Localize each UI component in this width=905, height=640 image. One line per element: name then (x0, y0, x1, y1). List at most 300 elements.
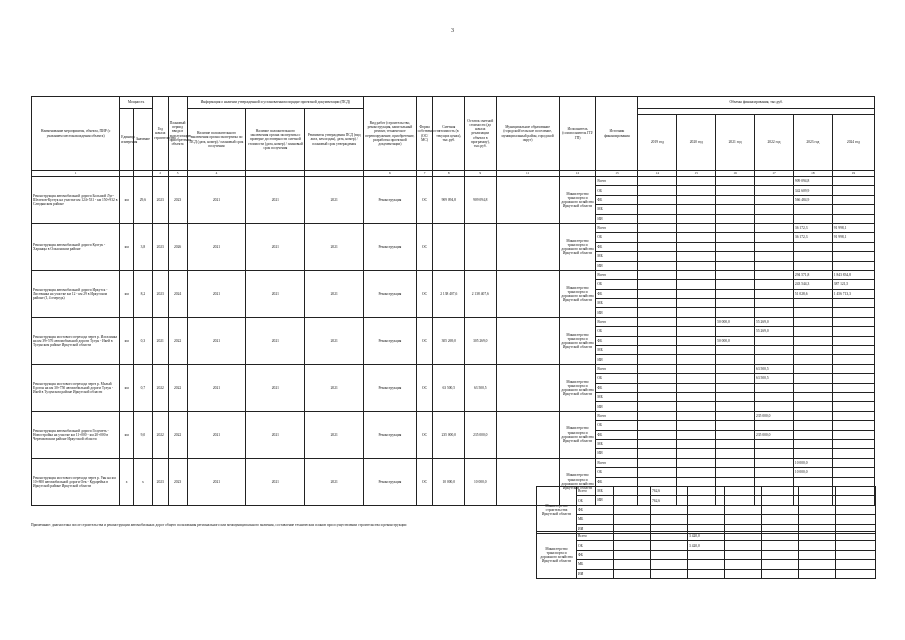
source-label: Всего (596, 364, 638, 373)
funding-value (651, 515, 688, 524)
funding-value (793, 317, 832, 326)
funding-value (651, 560, 688, 569)
project-work-type: Реконструкция (364, 270, 417, 317)
funding-value (651, 532, 688, 541)
project-property-form: ОС (416, 223, 433, 270)
funding-value (716, 261, 755, 270)
funding-value: 3 420,0 (688, 532, 725, 541)
project-remaining: 10 000,0 (465, 458, 497, 505)
header-property-form: Форма собственности (ОС/МС) (416, 97, 433, 171)
project-plan-year: 2022 (168, 317, 187, 364)
column-number: 13 (596, 171, 638, 177)
funding-value: 1 456 713,3 (832, 289, 874, 298)
funding-value (638, 317, 677, 326)
funding-value (688, 550, 725, 559)
funding-value (716, 402, 755, 411)
project-estimate: 10 000,0 (433, 458, 465, 505)
funding-value (638, 289, 677, 298)
funding-value (716, 468, 755, 477)
funding-value (793, 477, 832, 486)
source-label: Всего (577, 487, 614, 496)
funding-value (677, 374, 716, 383)
project-capacity: 0,3 (133, 317, 152, 364)
project-psd-approval: 2021 (305, 317, 364, 364)
funding-value (688, 487, 725, 496)
funding-value (793, 355, 832, 364)
funding-value (832, 336, 874, 345)
project-unit: км (120, 317, 134, 364)
funding-value (677, 430, 716, 439)
source-label: Всего (596, 458, 638, 467)
project-work-type: Реконструкция (364, 364, 417, 411)
project-psd-price: 2021 (246, 177, 305, 224)
source-label: МБ (596, 252, 638, 261)
funding-value (755, 242, 794, 251)
funding-value (677, 383, 716, 392)
header-work-type: Вид работ (строительство, реконструкция, капитальный ремонт, техническое перевооружение, приобретение, разработка проектной документации) (364, 97, 417, 171)
project-psd-conclusion: 2021 (187, 364, 246, 411)
funding-value (755, 289, 794, 298)
funding-value (716, 308, 755, 317)
funding-value (755, 355, 794, 364)
funding-value (614, 550, 651, 559)
funding-value (793, 421, 832, 430)
table-row (537, 541, 876, 550)
funding-value (755, 402, 794, 411)
spacer-cell (836, 505, 876, 514)
source-label: Всего (596, 223, 638, 232)
funding-value (651, 505, 688, 514)
funding-value (677, 289, 716, 298)
funding-value (762, 487, 799, 496)
funding-value (762, 560, 799, 569)
funding-value (725, 496, 762, 505)
project-psd-conclusion: 2021 (187, 317, 246, 364)
funding-value (832, 317, 874, 326)
funding-value (716, 477, 755, 486)
column-number: 16 (716, 171, 755, 177)
project-executor: Министерство транспорта и дорожного хозяйства Иркутской области (559, 177, 596, 224)
project-psd-approval: 2021 (305, 411, 364, 458)
funding-value (677, 195, 716, 204)
project-municipality (496, 270, 559, 317)
header-psd-approval: Реквизиты утверждения ПСД (вид акта, кем издан), дата, номер) / плановый срок утверждения (305, 109, 364, 171)
source-label: ОБ (596, 233, 638, 242)
funding-value (762, 505, 799, 514)
source-label: МБ (596, 392, 638, 401)
project-psd-approval: 2021 (305, 458, 364, 505)
header-psd-price: Наличие положительного заключения органа экспертизы о проверке достоверности сметной стоимости (дата, номер) / плановый срок получения (246, 109, 305, 171)
funding-value (677, 205, 716, 214)
funding-value (755, 477, 794, 486)
funding-value (716, 383, 755, 392)
funding-value (716, 252, 755, 261)
column-number: 6 (364, 171, 417, 177)
source-label: ИИ (596, 449, 638, 458)
funding-value: 36 172,3 (793, 223, 832, 232)
header-remaining: Остаток сметной стоимости (до начала реализации объекта в программу), тыс.руб. (465, 97, 497, 171)
header-value: Значение (133, 109, 152, 171)
funding-value (638, 308, 677, 317)
funding-value (677, 242, 716, 251)
spacer-cell (836, 569, 876, 578)
source-label: ИИ (596, 496, 638, 505)
funding-value (638, 383, 677, 392)
table-row (32, 411, 875, 420)
funding-value: 762,6 (651, 496, 688, 505)
table-row (537, 532, 876, 541)
column-number: 19 (832, 171, 874, 177)
project-unit: км (120, 364, 134, 411)
header-year-2019: 2019 год (638, 115, 677, 171)
project-psd-approval: 2021 (305, 364, 364, 411)
funding-value (677, 364, 716, 373)
column-number: 2 (152, 171, 168, 177)
funding-value (614, 569, 651, 578)
source-label: ОБ (596, 280, 638, 289)
funding-value (832, 421, 874, 430)
funding-value: 566 484,9 (793, 195, 832, 204)
funding-value (614, 532, 651, 541)
funding-value (638, 355, 677, 364)
project-executor: Министерство транспорта и дорожного хозяйства Иркутской области (559, 270, 596, 317)
source-label: ФБ (596, 195, 638, 204)
funding-value (614, 541, 651, 550)
funding-value (755, 223, 794, 232)
project-remaining (465, 223, 497, 270)
table-row (32, 177, 875, 186)
funding-value (832, 411, 874, 420)
project-name: Реконструкция автомобильной дороги Голуметь - Новостройка на участке км 11+000 - км 20+000 в Черемховском районе Иркутской области (32, 411, 120, 458)
funding-value (755, 308, 794, 317)
funding-value (832, 468, 874, 477)
funding-value (832, 449, 874, 458)
funding-value (716, 214, 755, 223)
funding-value (677, 252, 716, 261)
project-property-form: ОС (416, 458, 433, 505)
header-year-2024: 2024 год (832, 115, 874, 171)
funding-value (716, 233, 755, 242)
funding-value (755, 280, 794, 289)
funding-value (762, 550, 799, 559)
funding-value (716, 270, 755, 279)
funding-value (716, 280, 755, 289)
column-number: 14 (638, 171, 677, 177)
funding-value (638, 233, 677, 242)
source-label: МБ (596, 299, 638, 308)
funding-value: 55 269,0 (755, 327, 794, 336)
project-psd-conclusion: 2021 (187, 270, 246, 317)
header-municipality: Муниципальное образование (городской/сельское поселение, муниципальный район, городской округ) (496, 97, 559, 171)
funding-value (832, 308, 874, 317)
funding-value (677, 299, 716, 308)
source-label: ФБ (577, 550, 614, 559)
funding-value (638, 186, 677, 195)
funding-value (716, 374, 755, 383)
funding-value (832, 477, 874, 486)
funding-value (677, 477, 716, 486)
funding-value (832, 261, 874, 270)
column-number: 17 (755, 171, 794, 177)
funding-value (762, 569, 799, 578)
funding-value (614, 487, 651, 496)
project-psd-approval: 2021 (305, 177, 364, 224)
funding-value (677, 439, 716, 448)
funding-value (716, 299, 755, 308)
funding-value (755, 177, 794, 186)
funding-value (677, 355, 716, 364)
funding-value (716, 364, 755, 373)
source-label: ФБ (596, 242, 638, 251)
funding-value (832, 374, 874, 383)
header-year-2022: 2022 год (755, 115, 794, 171)
funding-value (677, 233, 716, 242)
funding-value (793, 439, 832, 448)
funding-value (755, 468, 794, 477)
funding-value (638, 421, 677, 430)
projects-body (32, 177, 875, 506)
project-property-form: ОС (416, 177, 433, 224)
funding-value (716, 289, 755, 298)
project-estimate: 2 138 407,6 (433, 270, 465, 317)
funding-value (638, 374, 677, 383)
funding-value (638, 458, 677, 467)
funding-value (677, 223, 716, 232)
project-capacity: 29,6 (133, 177, 152, 224)
spacer-cell (836, 550, 876, 559)
source-label: ИИ (596, 308, 638, 317)
spacer-cell (836, 541, 876, 550)
project-property-form: ОС (416, 364, 433, 411)
project-psd-approval: 2021 (305, 223, 364, 270)
funding-value (793, 364, 832, 373)
funding-value (716, 346, 755, 355)
funding-value (614, 505, 651, 514)
table-row (537, 569, 876, 578)
funding-value (725, 532, 762, 541)
project-municipality (496, 411, 559, 458)
investment-objects-table (31, 96, 875, 506)
funding-value (688, 496, 725, 505)
funding-value (793, 252, 832, 261)
spacer-cell (836, 487, 876, 496)
funding-value (677, 177, 716, 186)
project-start-year: 2021 (152, 317, 168, 364)
source-label: ИИ (596, 261, 638, 270)
funding-value (832, 214, 874, 223)
funding-value (755, 346, 794, 355)
source-label: МБ (596, 486, 638, 495)
project-plan-year: 2023 (168, 177, 187, 224)
funding-value (716, 392, 755, 401)
project-municipality (496, 364, 559, 411)
funding-value (638, 280, 677, 289)
project-psd-approval: 2021 (305, 270, 364, 317)
funding-value (677, 458, 716, 467)
header-psd-group: Информация о наличии утвержденной и установленном порядке проектной документации (ПСД) (187, 97, 364, 109)
funding-value (755, 214, 794, 223)
column-number: 15 (677, 171, 716, 177)
funding-value: 91 998,1 (832, 233, 874, 242)
funding-value: 63 500,5 (755, 374, 794, 383)
funding-value (793, 346, 832, 355)
project-property-form: ОС (416, 270, 433, 317)
project-psd-conclusion: 2021 (187, 223, 246, 270)
funding-value (832, 364, 874, 373)
extra-block-2 (536, 531, 876, 579)
funding-value: 294 571,8 (793, 270, 832, 279)
funding-value (832, 327, 874, 336)
funding-value (793, 449, 832, 458)
funding-value (799, 541, 836, 550)
table-row (32, 364, 875, 373)
project-plan-year: 2026 (168, 223, 187, 270)
funding-value (725, 550, 762, 559)
project-municipality (496, 223, 559, 270)
funding-value (762, 496, 799, 505)
funding-value (638, 346, 677, 355)
project-estimate: 63 500,5 (433, 364, 465, 411)
funding-value: 10 000,0 (793, 458, 832, 467)
spacer-cell (836, 560, 876, 569)
funding-value (755, 383, 794, 392)
project-psd-price: 2021 (246, 270, 305, 317)
project-start-year: 2022 (152, 364, 168, 411)
column-number: 3 (168, 171, 187, 177)
funding-value (762, 532, 799, 541)
project-psd-price: 2021 (246, 458, 305, 505)
project-name: Реконструкция мостового перехода через р. Малый Едогон на км 30+750 автомобильной дороги Тулун - Икей в Тулунском районе Иркутской области (32, 364, 120, 411)
funding-value (716, 195, 755, 204)
funding-value (638, 468, 677, 477)
funding-value (755, 421, 794, 430)
project-executor: Министерство транспорта и дорожного хозяйства Иркутской области (559, 364, 596, 411)
table-row (32, 223, 875, 232)
spacer-cell (836, 515, 876, 524)
project-property-form: ОС (416, 411, 433, 458)
funding-value (614, 560, 651, 569)
funding-value (677, 346, 716, 355)
column-number: 12 (559, 171, 596, 177)
funding-value (677, 270, 716, 279)
funding-value (716, 421, 755, 430)
source-label: ОБ (577, 496, 614, 505)
block-executor: Министерство транспорта и дорожного хозяйства Иркутской области (537, 532, 577, 579)
column-number: 1 (32, 171, 120, 177)
funding-value (638, 364, 677, 373)
funding-value (832, 383, 874, 392)
funding-value (716, 242, 755, 251)
funding-value: 235 000,0 (755, 430, 794, 439)
funding-value (677, 327, 716, 336)
source-label: Всего (596, 317, 638, 326)
funding-value (716, 355, 755, 364)
funding-value (638, 327, 677, 336)
source-label: ФБ (596, 430, 638, 439)
header-psd-conclusion: Наличие положительного заключения органа экспертизы по ПСД (дата, номер) / плановый срок получения (187, 109, 246, 171)
project-unit: км (120, 177, 134, 224)
funding-value (832, 205, 874, 214)
column-number: 8 (433, 171, 465, 177)
table-row (32, 458, 875, 467)
column-number: 11 (496, 171, 559, 177)
source-label: МБ (577, 560, 614, 569)
funding-value (677, 392, 716, 401)
project-executor: Министерство транспорта и дорожного хозяйства Иркутской области (559, 223, 596, 270)
funding-value (716, 411, 755, 420)
funding-value (799, 560, 836, 569)
project-plan-year: 2023 (168, 458, 187, 505)
funding-value (677, 308, 716, 317)
source-label: Всего (596, 177, 638, 186)
project-estimate (433, 223, 465, 270)
project-unit: км (120, 411, 134, 458)
funding-value (799, 569, 836, 578)
project-psd-price: 2021 (246, 317, 305, 364)
project-property-form: ОС (416, 317, 433, 364)
funding-value (793, 205, 832, 214)
funding-value (638, 336, 677, 345)
funding-value (762, 515, 799, 524)
funding-value (638, 223, 677, 232)
header-plan-year: Плановый период ввода в эксплуатацию, приобретения объекта (168, 97, 187, 171)
spacer-cell (836, 496, 876, 505)
funding-value (832, 458, 874, 467)
funding-value (614, 496, 651, 505)
project-plan-year: 2022 (168, 364, 187, 411)
funding-value (793, 374, 832, 383)
funding-value (677, 421, 716, 430)
funding-value (677, 336, 716, 345)
project-unit: км (120, 270, 134, 317)
project-remaining: 305 269,0 (465, 317, 497, 364)
source-label: ИИ (596, 214, 638, 223)
funding-value (716, 223, 755, 232)
funding-value (832, 177, 874, 186)
funding-value: 50 000,0 (716, 317, 755, 326)
project-psd-price: 2021 (246, 411, 305, 458)
source-label: ФБ (596, 383, 638, 392)
project-work-type: Реконструкция (364, 223, 417, 270)
funding-value (755, 439, 794, 448)
funding-value (832, 355, 874, 364)
funding-value (651, 550, 688, 559)
project-start-year: 2023 (152, 177, 168, 224)
funding-value (725, 487, 762, 496)
header-name: Наименование мероприятия, объекта, ПИР (с указанием местонахождения объекта) (32, 97, 120, 171)
funding-value: 10 000,0 (793, 468, 832, 477)
source-label: ОБ (577, 541, 614, 550)
funding-value: 342 609,9 (793, 186, 832, 195)
project-name: Реконструкция мостового перехода через р. Илгалинка на км 39+576 автомобильной дороги Тулун - Икей в Тулунском районе Иркутской области (32, 317, 120, 364)
header-sources: Источник финансирования (596, 97, 638, 171)
source-label: МБ (596, 346, 638, 355)
source-label: ОБ (596, 468, 638, 477)
table-row (32, 270, 875, 279)
funding-value (832, 439, 874, 448)
funding-value (793, 242, 832, 251)
funding-value (638, 214, 677, 223)
project-capacity: 0,7 (133, 364, 152, 411)
project-executor: Министерство транспорта и дорожного хозяйства Иркутской области (559, 458, 596, 505)
project-remaining: 2 138 407,6 (465, 270, 497, 317)
source-label: ИИ (577, 524, 614, 533)
funding-value (832, 195, 874, 204)
funding-value (793, 299, 832, 308)
funding-value (677, 449, 716, 458)
table-row (537, 515, 876, 524)
project-start-year: 2023 (152, 458, 168, 505)
